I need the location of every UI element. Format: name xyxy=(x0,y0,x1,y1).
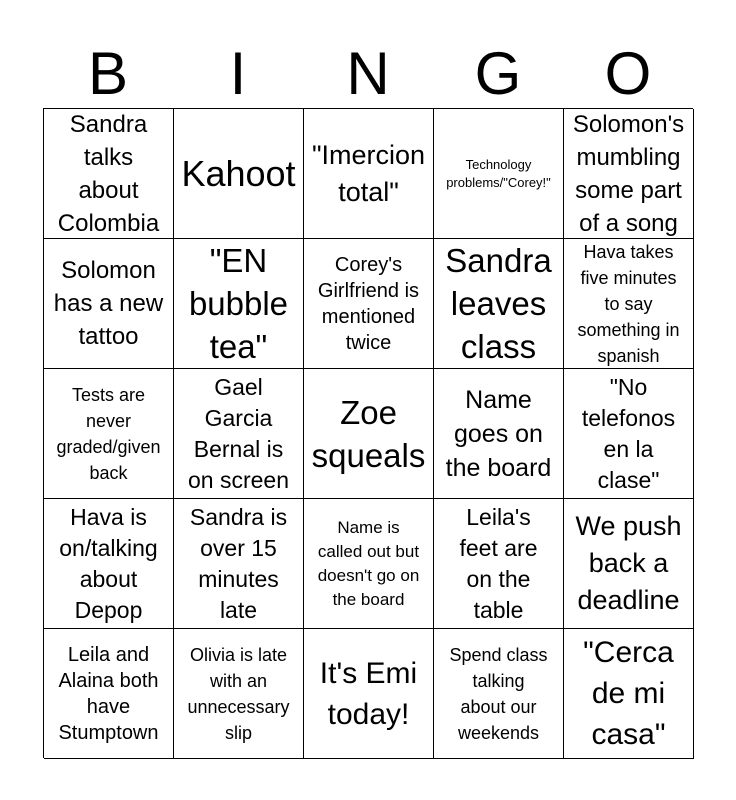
bingo-cell[interactable]: Leila and Alaina both have Stumptown xyxy=(44,629,174,759)
bingo-cell[interactable]: "No telefonos en la clase" xyxy=(564,369,694,499)
bingo-cell[interactable]: Sandra talks about Colombia xyxy=(44,109,174,239)
bingo-cell[interactable]: Zoe squeals xyxy=(304,369,434,499)
bingo-cell[interactable]: Gael Garcia Bernal is on screen xyxy=(174,369,304,499)
bingo-cell[interactable]: "EN bubble tea" xyxy=(174,239,304,369)
bingo-cell[interactable]: "Cerca de mi casa" xyxy=(564,629,694,759)
bingo-cell[interactable]: Sandra is over 15 minutes late xyxy=(174,499,304,629)
bingo-cell[interactable]: Name goes on the board xyxy=(434,369,564,499)
bingo-cell[interactable]: Kahoot xyxy=(174,109,304,239)
bingo-cell[interactable]: Name is called out but doesn't go on the board xyxy=(304,499,434,629)
header-letter-o: O xyxy=(604,40,652,107)
bingo-cell[interactable]: Solomon's mumbling some part of a song xyxy=(564,109,694,239)
bingo-cell[interactable]: Leila's feet are on the table xyxy=(434,499,564,629)
bingo-header xyxy=(43,40,693,108)
bingo-cell[interactable]: "Imercion total" xyxy=(304,109,434,239)
bingo-cell[interactable]: Sandra leaves class xyxy=(434,239,564,369)
bingo-cell[interactable]: Hava is on/talking about Depop xyxy=(44,499,174,629)
header-letter-n: N xyxy=(346,40,390,107)
bingo-cell[interactable]: We push back a deadline xyxy=(564,499,694,629)
bingo-cell[interactable]: Spend class talking about our weekends xyxy=(434,629,564,759)
bingo-cell[interactable]: Tests are never graded/given back xyxy=(44,369,174,499)
bingo-cell[interactable]: Solomon has a new tattoo xyxy=(44,239,174,369)
bingo-card-grid xyxy=(43,108,693,758)
header-letter-b: B xyxy=(87,40,129,107)
bingo-cell[interactable]: Hava takes five minutes to say something in spanish xyxy=(564,239,694,369)
bingo-cell[interactable]: Olivia is late with an unnecessary slip xyxy=(174,629,304,759)
bingo-cell[interactable]: Technology problems/"Corey!" xyxy=(434,109,564,239)
header-letter-i: I xyxy=(229,40,247,107)
bingo-cell[interactable]: It's Emi today! xyxy=(304,629,434,759)
bingo-cell[interactable]: Corey's Girlfriend is mentioned twice xyxy=(304,239,434,369)
header-letter-g: G xyxy=(474,40,522,107)
